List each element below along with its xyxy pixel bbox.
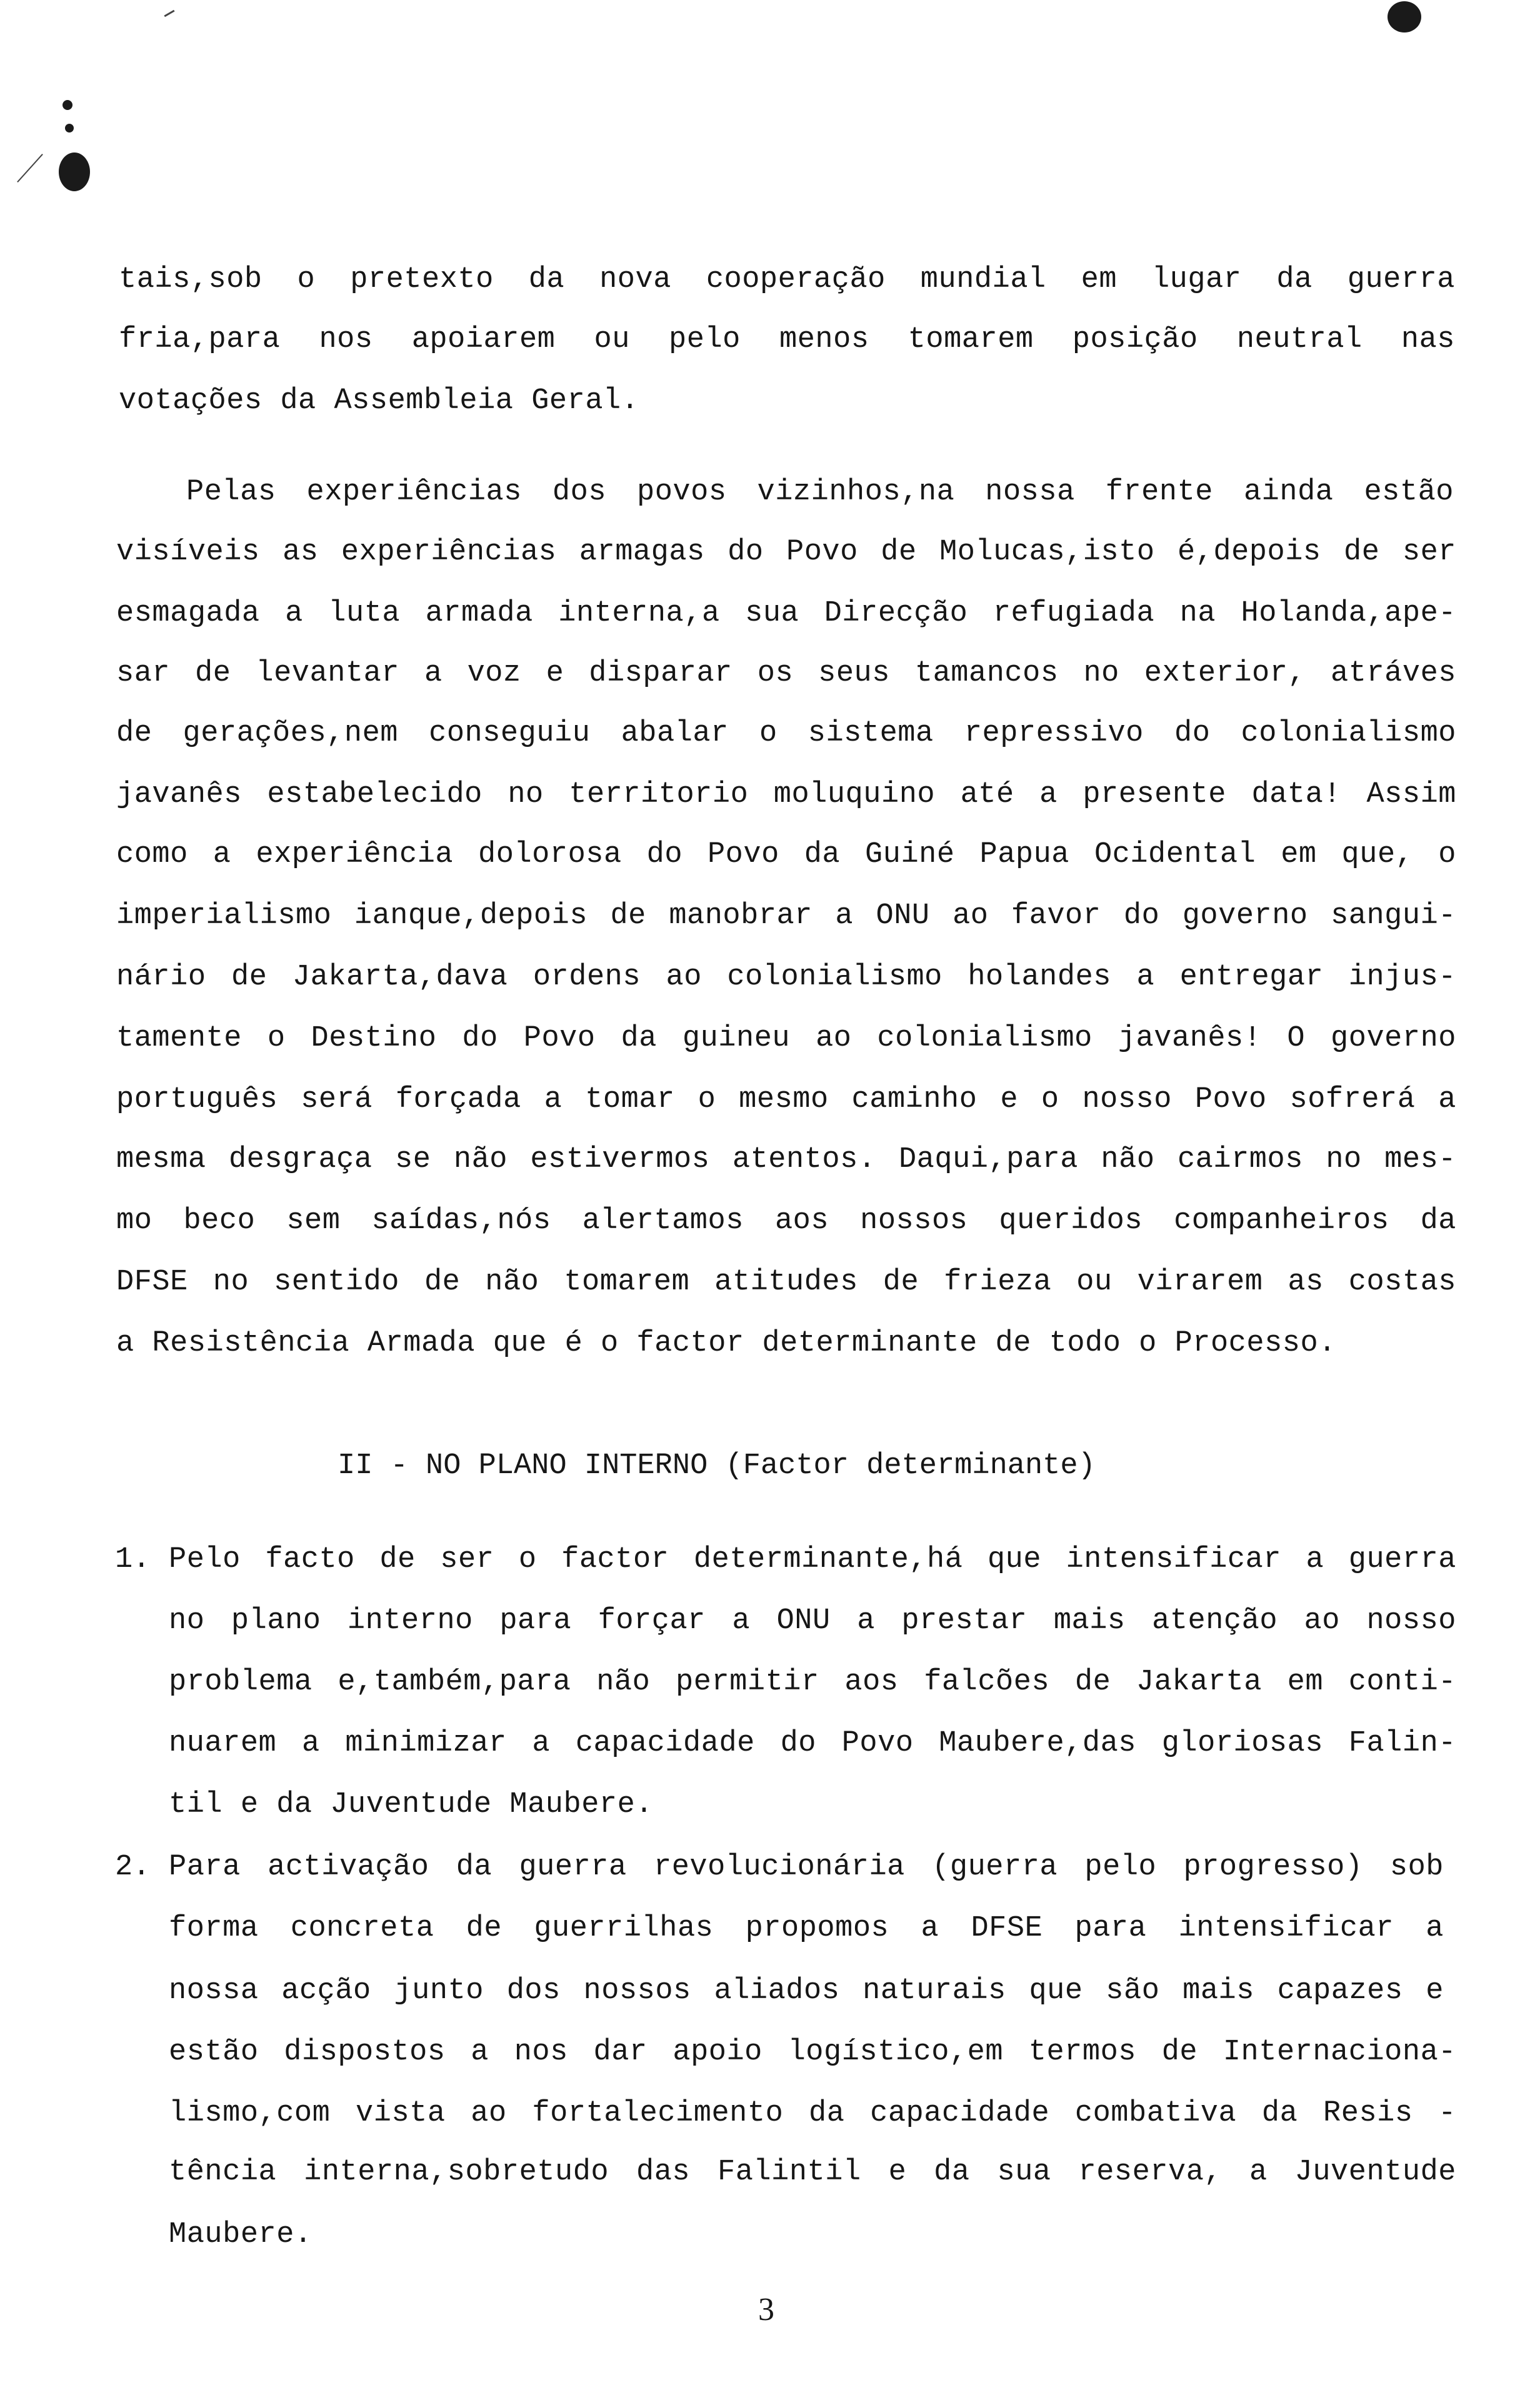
item-1-line-4: nuarem a minimizar a capacidade do Povo Maubere,das gloriosas Falin- [169, 1727, 1456, 1760]
item-2-line-6: tência interna,sobretudo das Falintil e da sua reserva, a Juventude [169, 2156, 1456, 2189]
paragraph-1-line-2: fria,para nos apoiarem ou pelo menos tomarem posição neutral nas [119, 323, 1455, 356]
scan-mark [17, 154, 43, 182]
paragraph-1-line-3: votações da Assembleia Geral. [119, 384, 639, 418]
item-2-line-7: Maubere. [169, 2218, 312, 2251]
item-1-line-3: problema e,também,para não permitir aos falcões de Jakarta em conti- [169, 1666, 1456, 1699]
item-2-line-3: nossa acção junto dos nossos aliados naturais que são mais capazes e [169, 1974, 1444, 2008]
paragraph-2-line-13: mo beco sem saídas,nós alertamos aos nossos queridos companheiros da [116, 1204, 1456, 1238]
paragraph-2-line-11: português será forçada a tomar o mesmo caminho e o nosso Povo sofrerá a [116, 1083, 1456, 1116]
item-2-number: 2. [115, 1851, 151, 1884]
item-1-line-2: no plano interno para forçar a ONU a prestar mais atenção ao nosso [169, 1604, 1456, 1638]
scan-mark [1388, 1, 1421, 32]
item-1-number: 1. [115, 1543, 151, 1576]
paragraph-2-line-5: de gerações,nem conseguiu abalar o sistema repressivo do colonialismo [116, 717, 1456, 750]
item-1-line-1: Pelo facto de ser o factor determinante,há que intensificar a guerra [169, 1543, 1456, 1576]
paragraph-2-line-9: nário de Jakarta,dava ordens ao colonialismo holandes a entregar injus- [116, 961, 1456, 994]
section-heading: II - NO PLANO INTERNO (Factor determinante) [338, 1449, 1096, 1482]
paragraph-2-line-15: a Resistência Armada que é o factor determinante de todo o Processo. [116, 1327, 1336, 1360]
paragraph-2-line-14: DFSE no sentido de não tomarem atitudes de frieza ou virarem as costas [116, 1266, 1456, 1299]
scan-mark [62, 100, 72, 110]
item-2-line-4: estão dispostos a nos dar apoio logístico,em termos de Internaciona- [169, 2036, 1456, 2069]
paragraph-2-line-2: visíveis as experiências armagas do Povo de Molucas,isto é,depois de ser [116, 536, 1456, 569]
scan-mark [65, 124, 74, 132]
scan-mark [59, 152, 90, 191]
paragraph-2-line-1: Pelas experiências dos povos vizinhos,na nossa frente ainda estão [186, 476, 1454, 509]
paragraph-2-line-8: imperialismo ianque,depois de manobrar a ONU ao favor do governo sangui- [116, 899, 1456, 932]
paragraph-2-line-12: mesma desgraça se não estivermos atentos. Daqui,para não cairmos no mes- [116, 1143, 1456, 1176]
scan-mark [164, 10, 174, 18]
paragraph-2-line-7: como a experiência dolorosa do Povo da Guiné Papua Ocidental em que, o [116, 838, 1456, 871]
paragraph-2-line-10: tamente o Destino do Povo da guineu ao colonialismo javanês! O governo [116, 1022, 1456, 1055]
item-2-line-5: lismo,com vista ao fortalecimento da capacidade combativa da Resis - [169, 2097, 1456, 2130]
page-number: 3 [758, 2292, 774, 2328]
paragraph-2-line-4: sar de levantar a voz e disparar os seus tamancos no exterior, atráves [116, 657, 1456, 690]
item-2-line-2: forma concreta de guerrilhas propomos a DFSE para intensificar a [169, 1912, 1444, 1945]
item-1-line-5: til e da Juventude Maubere. [169, 1788, 654, 1821]
paragraph-2-line-3: esmagada a luta armada interna,a sua Direcção refugiada na Holanda,ape- [116, 597, 1456, 630]
paragraph-1-line-1: tais,sob o pretexto da nova cooperação mundial em lugar da guerra [119, 263, 1455, 296]
paragraph-2-line-6: javanês estabelecido no territorio moluquino até a presente data! Assim [116, 778, 1456, 811]
item-2-line-1: Para activação da guerra revolucionária (guerra pelo progresso) sob [169, 1851, 1444, 1884]
